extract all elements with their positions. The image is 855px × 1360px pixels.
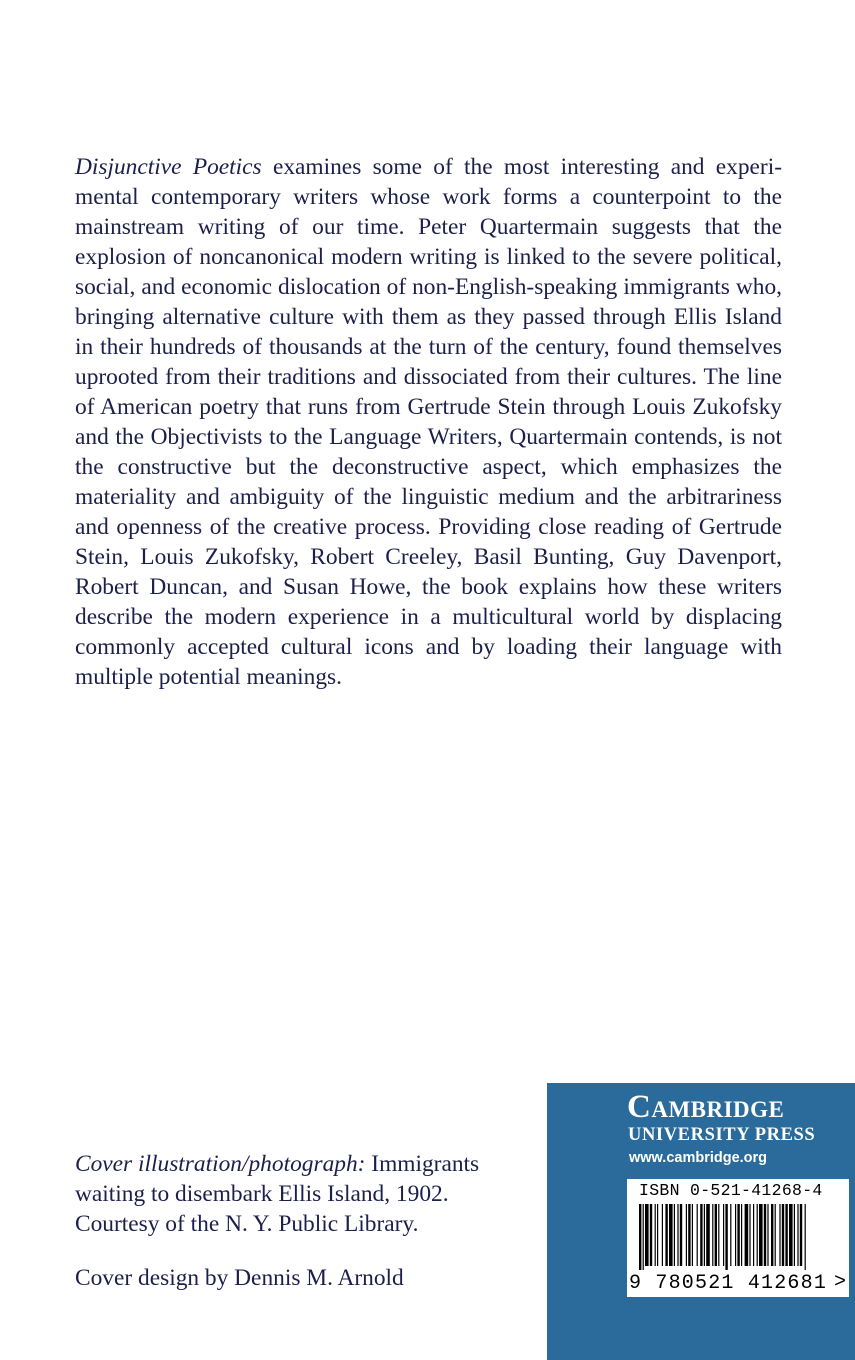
- barcode-bar: [704, 1204, 705, 1266]
- barcode-bar: [692, 1204, 693, 1266]
- barcode-bar: [665, 1204, 667, 1266]
- isbn-label: ISBN 0-521-41268-4: [639, 1181, 823, 1200]
- barcode-bar: [730, 1204, 731, 1266]
- barcode-bar: [757, 1204, 758, 1266]
- barcode-bar: [805, 1204, 806, 1270]
- design-credit: Cover design by Dennis M. Arnold: [75, 1265, 404, 1291]
- illustration-label: Cover illustration/photograph:: [75, 1151, 366, 1177]
- barcode-bar: [741, 1204, 742, 1266]
- barcode-bar: [669, 1204, 673, 1266]
- barcode-bar: [650, 1204, 652, 1266]
- barcode-bar: [700, 1204, 702, 1266]
- barcode-bar: [639, 1204, 641, 1270]
- illustration-text: Immigrants waiting to disembark Ellis Island, 1902. Courtesy of the N. Y. Public Library.: [75, 1151, 480, 1237]
- barcode-bar: [782, 1204, 784, 1266]
- blurb-text: examines some of the most interesting and experi-mental contemporary writers whose work forms a counterpoint to the mainstream writing of our time. Peter Quartermain suggests that the explosion of noncanonical modern writing is linked to the severe political, social, and economic dislocation of non-English-speaking immigrants who, bringing alternative culture with them as they passed through Ellis Island in their hundreds of thousands at the turn of the century, found themselves uprooted from their traditions and dissociated from their cultures. The line of American poetry that runs from Gertrude Stein through Louis Zukofsky and the Objectivists to the Language Writers, Quartermain contends, is not the constructive but the deconstructive aspect, which emphasizes the materiality and ambiguity of the linguistic medium and the arbitrariness and openness of the creative process. Providing close reading of Gertrude Stein, Louis Zukofsky, Robert Creeley, Basil Bunting, Guy Davenport, Robert Duncan, and Susan Howe, the book explains how these writers describe the modern experience in a multicultural world by displacing commonly accepted cultural icons and by loading their language with multiple potential meanings.: [75, 154, 782, 690]
- barcode-bar: [677, 1204, 678, 1266]
- barcode-bar: [725, 1204, 727, 1270]
- barcode-bar: [771, 1204, 773, 1266]
- barcode-bar: [785, 1204, 787, 1266]
- barcode-bar: [657, 1204, 658, 1266]
- book-title: Disjunctive Poetics: [75, 154, 262, 180]
- barcode-bar: [645, 1204, 649, 1266]
- barcode-bar: [779, 1204, 780, 1266]
- barcode-bar: [789, 1204, 793, 1266]
- barcode-bar: [735, 1204, 736, 1266]
- barcode-bar: [697, 1204, 698, 1266]
- barcode-bar: [643, 1204, 644, 1270]
- barcode-bar: [706, 1204, 710, 1266]
- barcode-bar: [775, 1204, 776, 1266]
- barcode-bar: [718, 1204, 719, 1266]
- barcode-bar: [680, 1204, 682, 1266]
- barcode-bar: [794, 1204, 795, 1266]
- barcode-bar: [655, 1204, 656, 1266]
- publisher-url: www.cambridge.org: [629, 1150, 768, 1166]
- back-cover-blurb: [75, 152, 782, 692]
- barcode-digits: 9 780521 412681: [629, 1272, 828, 1295]
- illustration-credit: [75, 1149, 515, 1239]
- cover-credits: [75, 1149, 515, 1293]
- barcode-bar: [737, 1204, 739, 1266]
- barcode-bar: [767, 1204, 768, 1266]
- publisher-name: Cambridge: [627, 1089, 785, 1125]
- barcode-bar: [715, 1204, 717, 1266]
- barcode-bar: [749, 1204, 750, 1266]
- barcode-bar: [674, 1204, 675, 1266]
- barcode-bar: [745, 1204, 749, 1266]
- barcode-bar: [759, 1204, 763, 1266]
- barcode-bar: [764, 1204, 766, 1266]
- barcode-bar: [723, 1204, 724, 1266]
- barcode-bar: [753, 1204, 754, 1266]
- barcode-bar: [688, 1204, 690, 1266]
- barcode-icon: [627, 1204, 837, 1272]
- barcode-bar: [686, 1204, 687, 1266]
- barcode-bar: [800, 1204, 802, 1266]
- barcode-arrow: >: [834, 1271, 847, 1294]
- publisher-subtitle: UNIVERSITY PRESS: [628, 1125, 816, 1145]
- barcode-bar: [797, 1204, 798, 1266]
- publisher-panel: [547, 1083, 855, 1360]
- barcode-bar: [712, 1204, 713, 1266]
- barcode-box: [627, 1179, 849, 1297]
- barcode-bar: [662, 1204, 663, 1266]
